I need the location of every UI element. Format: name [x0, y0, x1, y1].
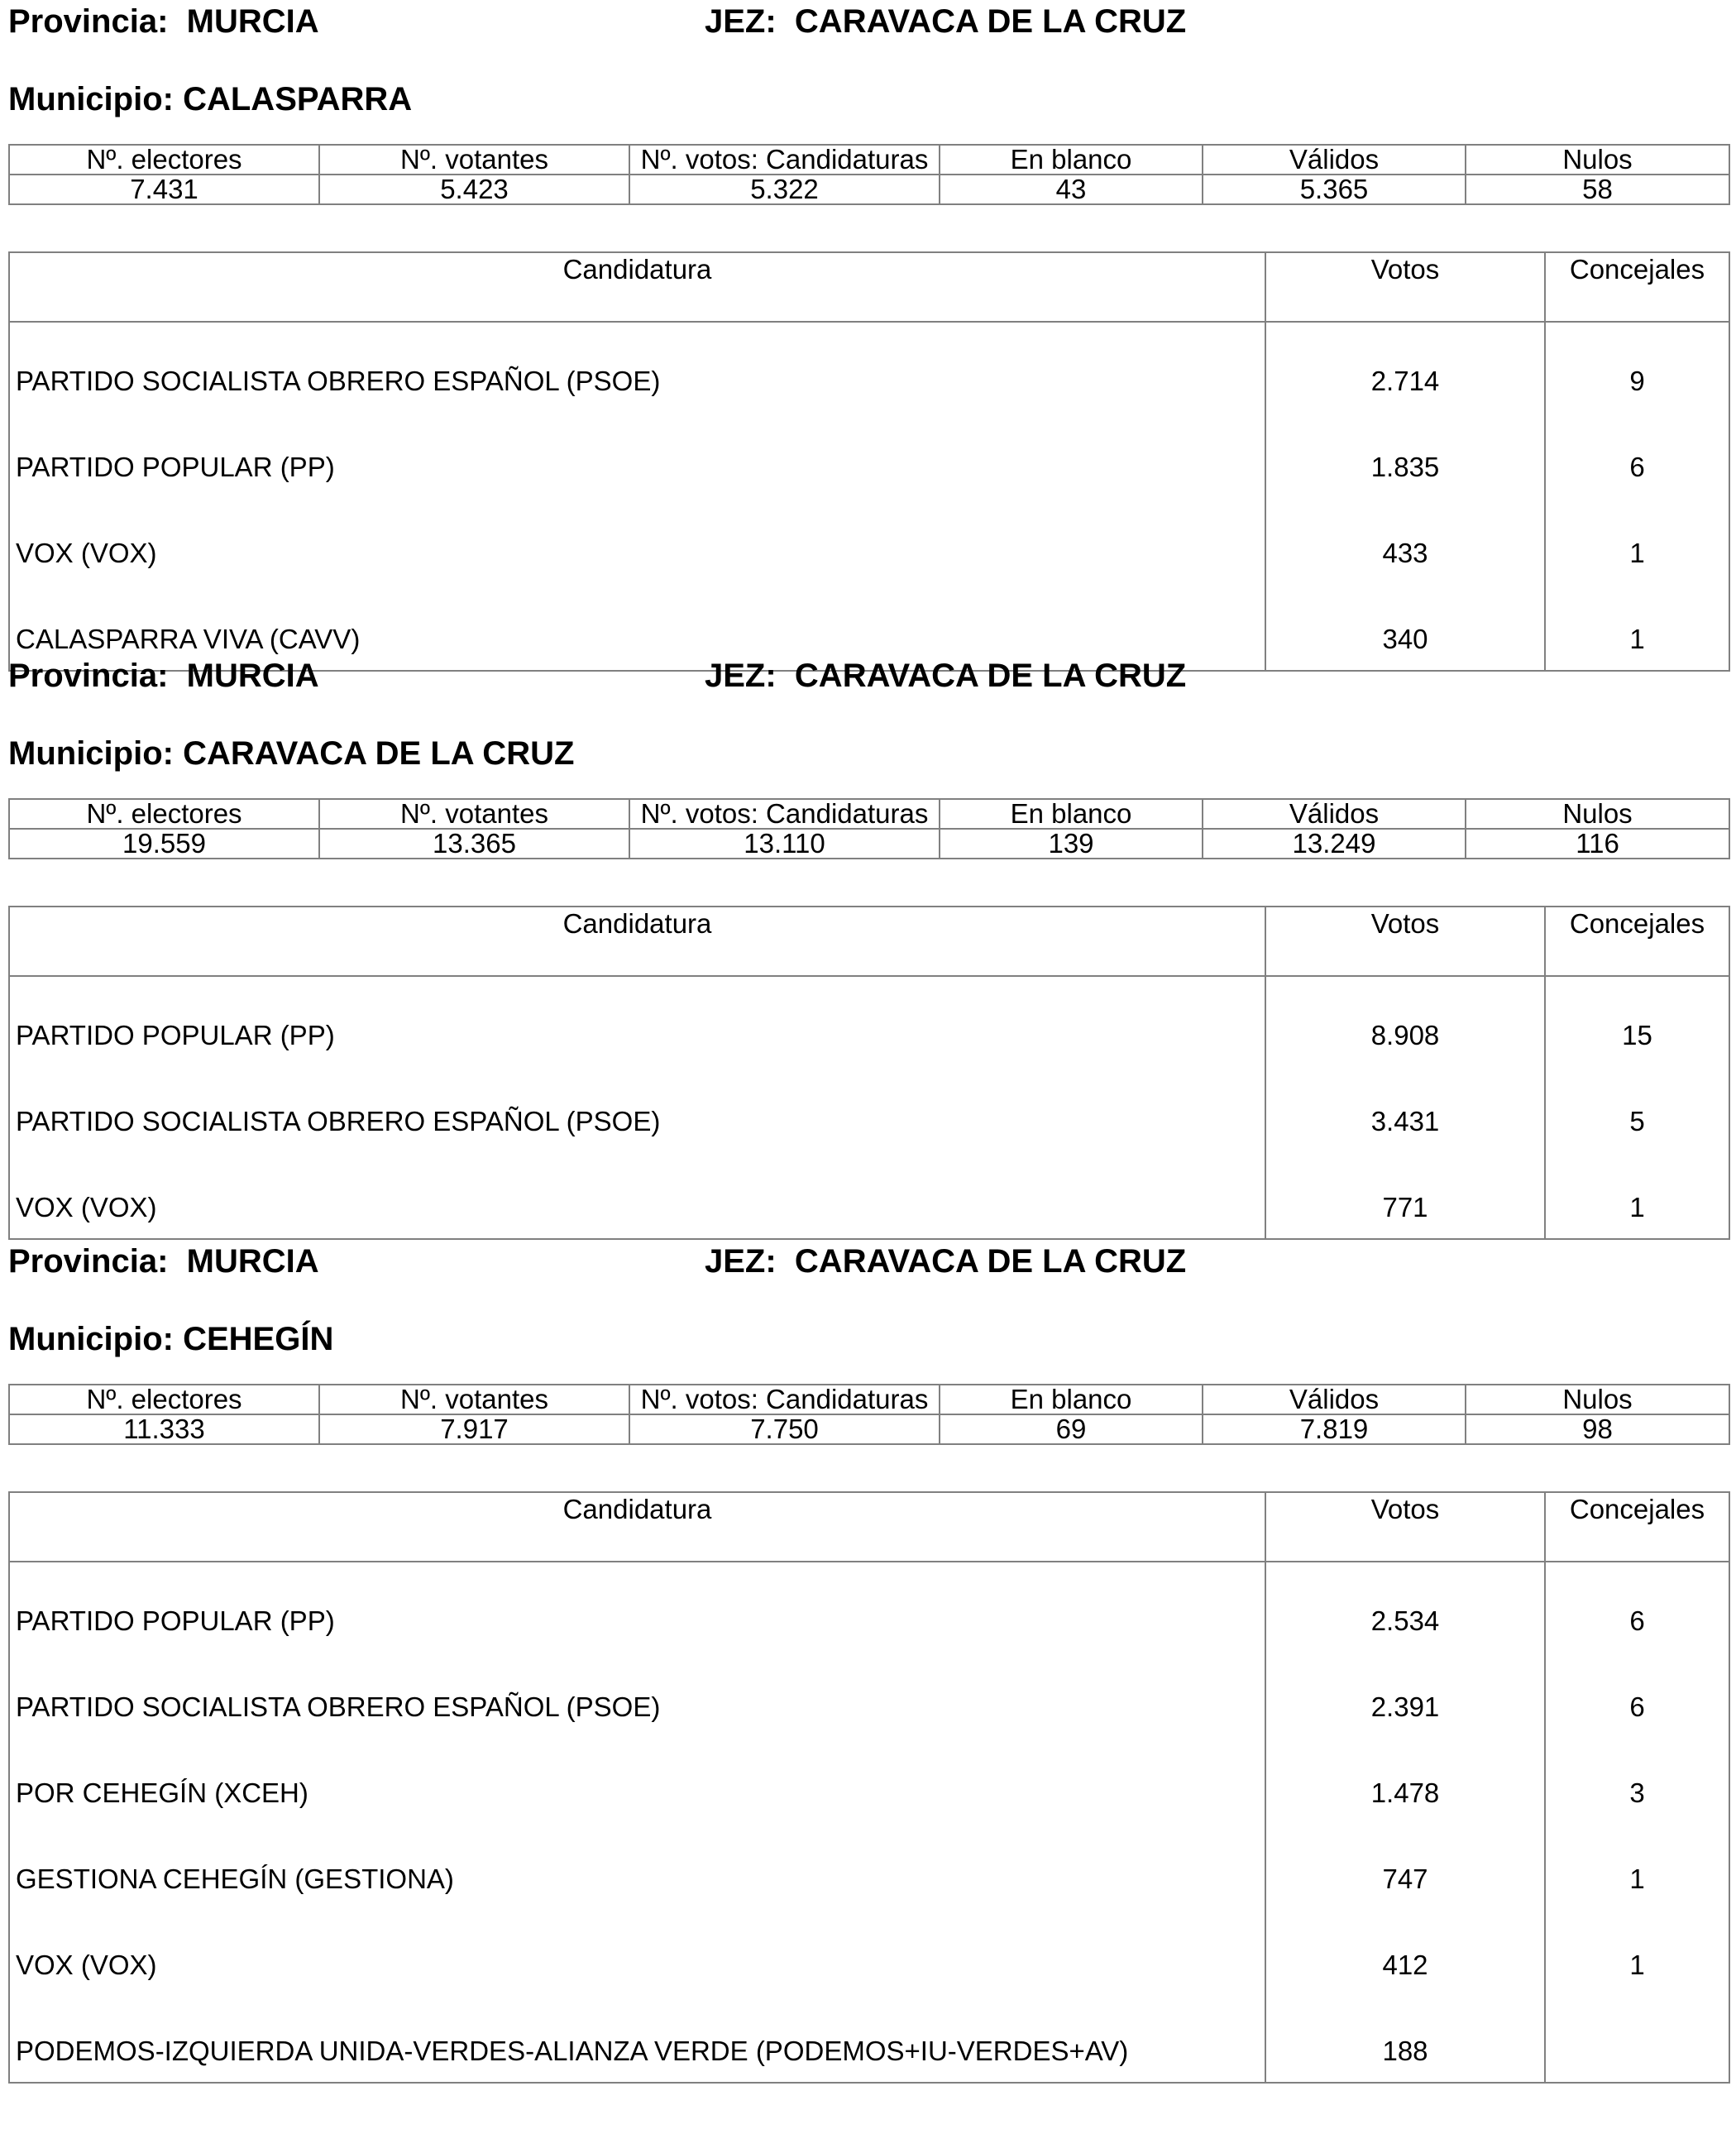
- candidate-name: VOX (VOX): [9, 1152, 1265, 1239]
- summary-table: [8, 144, 1730, 205]
- validos-header: Válidos: [1203, 145, 1466, 175]
- candidate-row: [9, 412, 1729, 498]
- candidates-table: [8, 1491, 1730, 2084]
- en-blanco-header: En blanco: [940, 1385, 1203, 1414]
- nulos-value: 116: [1466, 829, 1729, 859]
- section-header: [8, 1242, 1729, 1357]
- candidate-name: VOX (VOX): [9, 498, 1265, 584]
- candidatura-header: Candidatura: [9, 1492, 1265, 1562]
- municipality-section: [8, 656, 1729, 1222]
- validos-value: 7.819: [1203, 1414, 1466, 1444]
- candidate-votes: 747: [1265, 1824, 1545, 1910]
- en-blanco-header: En blanco: [940, 145, 1203, 175]
- candidatura-header: Candidatura: [9, 907, 1265, 976]
- candidate-votes: 412: [1265, 1910, 1545, 1996]
- candidatura-header: Candidatura: [9, 252, 1265, 322]
- candidate-name: VOX (VOX): [9, 1910, 1265, 1996]
- candidate-votes: 188: [1265, 1996, 1545, 2083]
- electores-header: Nº. electores: [9, 145, 319, 175]
- summary-header-row: [9, 145, 1729, 175]
- votos-header: Votos: [1265, 1492, 1545, 1562]
- votos-candidaturas-value: 13.110: [629, 829, 940, 859]
- section-header: [8, 656, 1729, 772]
- candidate-name: PARTIDO POPULAR (PP): [9, 976, 1265, 1066]
- electores-value: 7.431: [9, 175, 319, 204]
- nulos-value: 58: [1466, 175, 1729, 204]
- summary-header-row: [9, 1385, 1729, 1414]
- municipio-heading: Municipio: CEHEGÍN: [8, 1321, 334, 1357]
- candidate-name: GESTIONA CEHEGÍN (GESTIONA): [9, 1824, 1265, 1910]
- jez-heading: JEZ: CARAVACA DE LA CRUZ: [705, 3, 1187, 40]
- electores-header: Nº. electores: [9, 799, 319, 829]
- nulos-header: Nulos: [1466, 799, 1729, 829]
- candidate-row: [9, 976, 1729, 1066]
- jez-heading: JEZ: CARAVACA DE LA CRUZ: [705, 1243, 1187, 1280]
- candidate-row: [9, 1996, 1729, 2083]
- en-blanco-value: 43: [940, 175, 1203, 204]
- validos-header: Válidos: [1203, 1385, 1466, 1414]
- electores-value: 19.559: [9, 829, 319, 859]
- summary-table: [8, 1384, 1730, 1445]
- candidate-name: CALASPARRA VIVA (CAVV): [9, 584, 1265, 671]
- candidate-votes: 3.431: [1265, 1066, 1545, 1152]
- candidate-seats: [1545, 1996, 1729, 2083]
- summary-values-row: [9, 1414, 1729, 1444]
- candidate-seats: 6: [1545, 1562, 1729, 1652]
- candidate-seats: 1: [1545, 1910, 1729, 1996]
- candidate-row: [9, 1738, 1729, 1824]
- candidate-seats: 1: [1545, 1824, 1729, 1910]
- jez-heading: JEZ: CARAVACA DE LA CRUZ: [705, 658, 1187, 694]
- en-blanco-header: En blanco: [940, 799, 1203, 829]
- validos-value: 13.249: [1203, 829, 1466, 859]
- summary-values-row: [9, 829, 1729, 859]
- nulos-header: Nulos: [1466, 145, 1729, 175]
- candidate-votes: 8.908: [1265, 976, 1545, 1066]
- candidates-header-row: [9, 252, 1729, 322]
- candidate-votes: 2.714: [1265, 322, 1545, 412]
- candidate-row: [9, 1824, 1729, 1910]
- votantes-value: 5.423: [319, 175, 629, 204]
- municipio-heading: Municipio: CARAVACA DE LA CRUZ: [8, 735, 575, 772]
- electores-value: 11.333: [9, 1414, 319, 1444]
- votantes-header: Nº. votantes: [319, 799, 629, 829]
- candidate-name: PODEMOS-IZQUIERDA UNIDA-VERDES-ALIANZA VERDE (PODEMOS+IU-VERDES+AV): [9, 1996, 1265, 2083]
- concejales-header: Concejales: [1545, 252, 1729, 322]
- votos-candidaturas-header: Nº. votos: Candidaturas: [629, 1385, 940, 1414]
- provincia-heading: Provincia: MURCIA: [8, 658, 319, 694]
- candidate-votes: 2.534: [1265, 1562, 1545, 1652]
- candidate-seats: 9: [1545, 322, 1729, 412]
- candidate-row: [9, 498, 1729, 584]
- candidate-name: PARTIDO SOCIALISTA OBRERO ESPAÑOL (PSOE): [9, 1652, 1265, 1738]
- candidates-table: [8, 251, 1730, 672]
- electores-header: Nº. electores: [9, 1385, 319, 1414]
- candidate-seats: 5: [1545, 1066, 1729, 1152]
- candidate-row: [9, 1066, 1729, 1152]
- municipio-heading: Municipio: CALASPARRA: [8, 81, 413, 117]
- summary-values-row: [9, 175, 1729, 204]
- candidate-votes: 771: [1265, 1152, 1545, 1239]
- validos-header: Válidos: [1203, 799, 1466, 829]
- candidate-seats: 1: [1545, 1152, 1729, 1239]
- municipality-section: [8, 1242, 1729, 2066]
- candidate-name: PARTIDO SOCIALISTA OBRERO ESPAÑOL (PSOE): [9, 1066, 1265, 1152]
- votantes-header: Nº. votantes: [319, 1385, 629, 1414]
- concejales-header: Concejales: [1545, 907, 1729, 976]
- candidate-row: [9, 1910, 1729, 1996]
- candidate-row: [9, 1562, 1729, 1652]
- municipality-section: [8, 2, 1729, 654]
- nulos-value: 98: [1466, 1414, 1729, 1444]
- en-blanco-value: 69: [940, 1414, 1203, 1444]
- candidates-table: [8, 906, 1730, 1240]
- candidate-row: [9, 1652, 1729, 1738]
- candidate-votes: 1.835: [1265, 412, 1545, 498]
- votos-candidaturas-header: Nº. votos: Candidaturas: [629, 799, 940, 829]
- candidate-name: PARTIDO SOCIALISTA OBRERO ESPAÑOL (PSOE): [9, 322, 1265, 412]
- candidate-seats: 6: [1545, 412, 1729, 498]
- candidate-seats: 1: [1545, 584, 1729, 671]
- votantes-value: 13.365: [319, 829, 629, 859]
- nulos-header: Nulos: [1466, 1385, 1729, 1414]
- summary-table: [8, 798, 1730, 859]
- candidate-seats: 15: [1545, 976, 1729, 1066]
- validos-value: 5.365: [1203, 175, 1466, 204]
- votos-candidaturas-value: 5.322: [629, 175, 940, 204]
- summary-header-row: [9, 799, 1729, 829]
- votantes-header: Nº. votantes: [319, 145, 629, 175]
- en-blanco-value: 139: [940, 829, 1203, 859]
- candidate-votes: 1.478: [1265, 1738, 1545, 1824]
- votos-header: Votos: [1265, 907, 1545, 976]
- candidate-row: [9, 322, 1729, 412]
- candidate-seats: 3: [1545, 1738, 1729, 1824]
- concejales-header: Concejales: [1545, 1492, 1729, 1562]
- candidate-seats: 6: [1545, 1652, 1729, 1738]
- provincia-heading: Provincia: MURCIA: [8, 1243, 319, 1280]
- candidate-row: [9, 1152, 1729, 1239]
- candidate-name: POR CEHEGÍN (XCEH): [9, 1738, 1265, 1824]
- votos-candidaturas-header: Nº. votos: Candidaturas: [629, 145, 940, 175]
- candidate-seats: 1: [1545, 498, 1729, 584]
- candidate-votes: 433: [1265, 498, 1545, 584]
- candidate-votes: 2.391: [1265, 1652, 1545, 1738]
- candidate-name: PARTIDO POPULAR (PP): [9, 1562, 1265, 1652]
- candidate-votes: 340: [1265, 584, 1545, 671]
- provincia-heading: Provincia: MURCIA: [8, 3, 319, 40]
- votos-header: Votos: [1265, 252, 1545, 322]
- section-header: [8, 2, 1729, 117]
- candidate-name: PARTIDO POPULAR (PP): [9, 412, 1265, 498]
- candidates-header-row: [9, 1492, 1729, 1562]
- candidates-header-row: [9, 907, 1729, 976]
- votantes-value: 7.917: [319, 1414, 629, 1444]
- votos-candidaturas-value: 7.750: [629, 1414, 940, 1444]
